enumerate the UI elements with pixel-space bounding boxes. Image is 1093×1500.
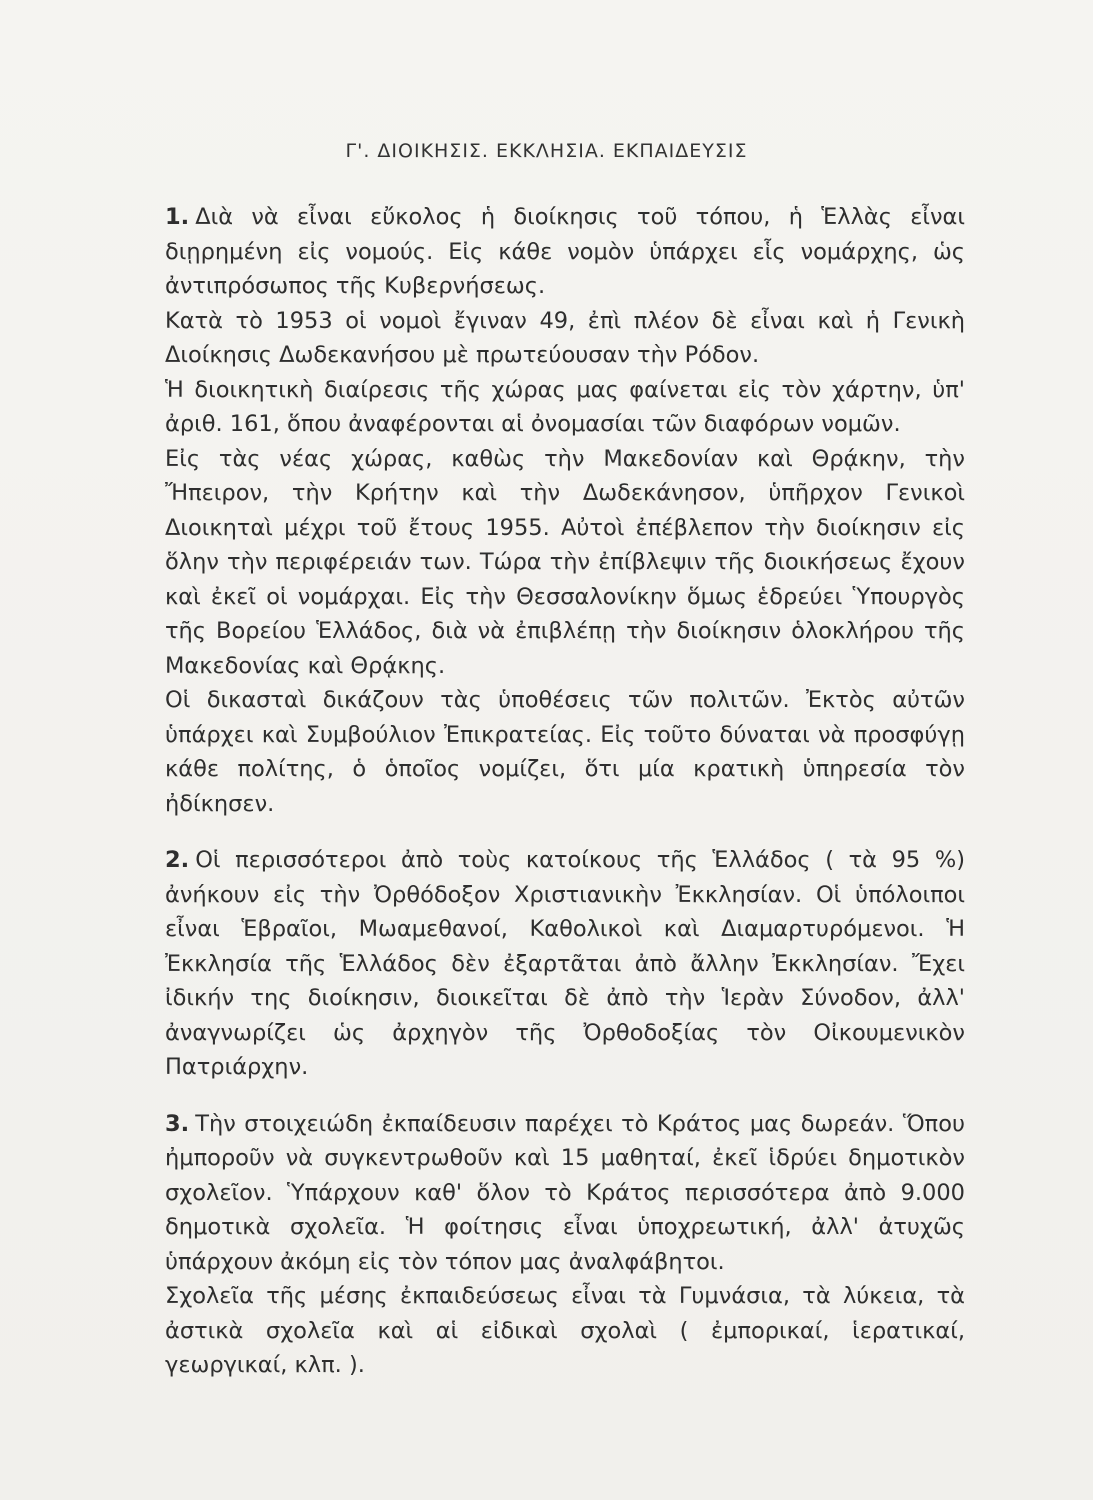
paragraph-3-2: [165, 1279, 965, 1383]
paragraph-1-2: [165, 304, 965, 373]
paragraph-3-1: [165, 1107, 965, 1280]
paragraph-text: Οἱ δικασταὶ δικάζουν τὰς ὑποθέσεις τῶν πολιτῶν. Ἐκτὸς αὐτῶν ὑπάρχει καὶ Συμβούλιον Ἐπικρατείας. Εἰς τοῦτο δύναται νὰ προσφύγῃ κάθε πολίτης, ὁ ὁποῖος νομίζει, ὅτι μία κρατικὴ ὑπηρεσία τὸν ἠδίκησεν.: [165, 687, 965, 817]
section-number-3: 3.: [165, 1110, 190, 1137]
paragraph-1-1: [165, 200, 965, 304]
paragraph-1-3: [165, 373, 965, 442]
paragraph-text: Τὴν στοιχειώδη ἐκπαίδευσιν παρέχει τὸ Κράτος μας δωρεάν. Ὅπου ἠμποροῦν νὰ συγκεντρωθοῦν καὶ 15 μαθηταί, ἐκεῖ ἱδρύει δημοτικὸν σχολεῖον. Ὑπάρχουν καθ' ὅλον τὸ Κράτος περισσότερα ἀπὸ 9.000 δημοτικὰ σχολεῖα. Ἡ φοίτησις εἶναι ὑποχρεωτική, ἀλλ' ἀτυχῶς ὑπάρχουν ἀκόμη εἰς τὸν τόπον μας ἀναλφάβητοι.: [165, 1110, 965, 1275]
paragraph-text: Οἱ περισσότεροι ἀπὸ τοὺς κατοίκους τῆς Ἑλλάδος ( τὰ 95 %) ἀνήκουν εἰς τὴν Ὀρθόδοξον Χριστιανικὴν Ἐκκλησίαν. Οἱ ὑπόλοιποι εἶναι Ἑβραῖοι, Μωαμεθανοί, Καθολικοὶ καὶ Διαμαρτυρόμενοι. Ἡ Ἐκκλησία τῆς Ἑλλάδος δὲν ἐξαρτᾶται ἀπὸ ἄλλην Ἐκκλησίαν. Ἔχει ἰδικήν της διοίκησιν, διοικεῖται δὲ ἀπὸ τὴν Ἱερὰν Σύνοδον, ἀλλ' ἀναγνωρίζει ὡς ἀρχηγὸν τῆς Ὀρθοδοξίας τὸν Οἰκουμενικὸν Πατριάρχην.: [165, 847, 965, 1080]
section-number-1: 1.: [165, 204, 190, 230]
paragraph-text: Κατὰ τὸ 1953 οἱ νομοὶ ἔγιναν 49, ἐπὶ πλέον δὲ εἶναι καὶ ἡ Γενικὴ Διοίκησις Δωδεκανήσου μὲ πρωτεύουσαν τὴν Ρόδον.: [165, 307, 965, 368]
paragraph-1-5: [165, 683, 965, 821]
section-gap: [165, 1085, 965, 1107]
paragraph-1-4: [165, 442, 965, 684]
paragraph-text: Εἰς τὰς νέας χώρας, καθὼς τὴν Μακεδονίαν καὶ Θρᾴκην, τὴν Ἤπειρον, τὴν Κρήτην καὶ τὴν Δωδεκάνησον, ὑπῆρχον Γενικοὶ Διοικηταὶ μέχρι τοῦ ἔτους 1955. Αὐτοὶ ἐπέβλεπον τὴν διοίκησιν εἰς ὅλην τὴν περιφέρειάν των. Τώρα τὴν ἐπίβλεψιν τῆς διοικήσεως ἔχουν καὶ ἐκεῖ οἱ νομάρχαι. Εἰς τὴν Θεσσαλονίκην ὅμως ἑδρεύει Ὑπουργὸς τῆς Βορείου Ἑλλάδος, διὰ νὰ ἐπιβλέπῃ τὴν διοίκησιν ὁλοκλήρου τῆς Μακεδονίας καὶ Θρᾴκης.: [165, 445, 965, 679]
paragraph-text: Διὰ νὰ εἶναι εὔκολος ἡ διοίκησις τοῦ τόπου, ἡ Ἑλλὰς εἶναι διῃρημένη εἰς νομούς. Εἰς κάθε νομὸν ὑπάρχει εἷς νομάρχης, ὡς ἀντιπρόσωπος τῆς Κυβερνήσεως.: [165, 204, 965, 299]
section-gap: [165, 821, 965, 843]
paragraph-2-1: [165, 843, 965, 1085]
paragraph-text: Σχολεῖα τῆς μέσης ἐκπαιδεύσεως εἶναι τὰ Γυμνάσια, τὰ λύκεια, τὰ ἀστικὰ σχολεῖα καὶ αἱ εἰδικαὶ σχολαὶ ( ἐμπορικαί, ἱερατικαί, γεωργικαί, κλπ. ).: [165, 1283, 965, 1378]
body-text: [165, 200, 965, 1383]
section-number-2: 2.: [165, 847, 190, 873]
section-heading: Γ'. ΔΙΟΙΚΗΣΙΣ. ΕΚΚΛΗΣΙΑ. ΕΚΠΑΙΔΕΥΣΙΣ: [345, 140, 748, 162]
paragraph-text: Ἡ διοικητικὴ διαίρεσις τῆς χώρας μας φαίνεται εἰς τὸν χάρτην, ὑπ' ἀριθ. 161, ὅπου ἀναφέρονται αἱ ὀνομασίαι τῶν διαφόρων νομῶν.: [165, 376, 965, 437]
